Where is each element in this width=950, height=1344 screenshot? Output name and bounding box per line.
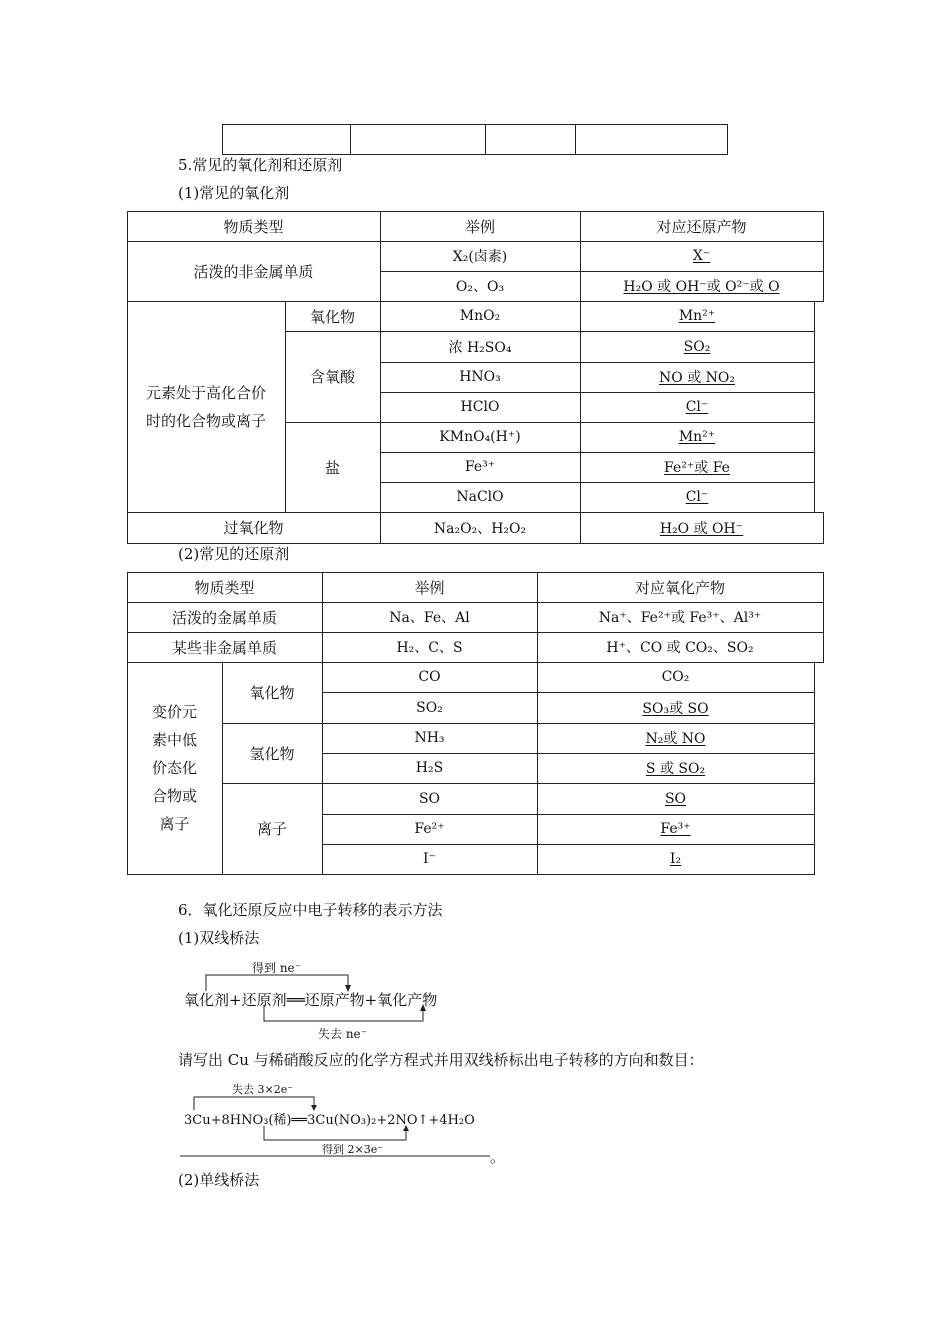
red-product: H⁺、CO 或 CO₂、SO₂ [606,640,754,656]
red-group-low-valence: 变价元 素中低 价态化 合物或 离子 [151,703,197,833]
red-product: SO₃或 SO [642,700,709,717]
section6-sub1: (1)双线桥法 [178,929,260,947]
red-example: Fe²⁺ [414,821,445,837]
red-product: SO [664,790,687,807]
red-product: I₂ [669,851,682,867]
ox-product: H₂O 或 OH⁻ [659,520,744,537]
ox-example: O₂、O₃ [455,279,505,295]
answer-gain-label: 得到 2×3e⁻ [322,1143,384,1156]
section5-title: 5.常见的氧化剂和还原剂 [178,156,343,174]
section5-sub2: (2)常见的还原剂 [178,545,290,563]
bridge-equation: 氧化剂+还原剂══还原产物+氧化产物 [184,991,438,1009]
red-example: I⁻ [423,851,436,867]
red-example: SO [418,790,441,807]
ox-group-peroxide: 过氧化物 [223,519,284,537]
ox-product: H₂O 或 OH⁻或 O²⁻或 O [623,279,780,295]
ox-example: Na₂O₂、H₂O₂ [433,520,527,537]
red-example: H₂S [415,760,444,776]
red-example: CO [418,669,441,685]
answer-lose-label: 失去 3×2e⁻ [232,1083,294,1096]
bridge-lose-label: 失去 ne⁻ [318,1027,367,1041]
ox-product: SO₂ [683,338,711,355]
ox-product: Mn²⁺ [678,429,716,445]
red-product: S 或 SO₂ [645,761,706,777]
ox-product: Mn²⁺ [678,308,716,324]
bridge-gain-label: 得到 ne⁻ [252,961,301,975]
red-example: NH₃ [414,730,445,746]
red-sub-oxide: 氧化物 [249,684,295,702]
section6-title: 6．氧化还原反应中电子转移的表示方法 [178,901,443,919]
ox-example: Fe³⁺ [464,459,496,475]
red-example: Na、Fe、Al [389,610,470,626]
red-sub-ion: 离子 [256,820,287,838]
ox-example: HNO₃ [459,369,501,385]
ox-example: MnO₂ [459,308,501,324]
ox-product: Fe²⁺或 Fe [664,460,730,476]
ox-sub-oxide: 氧化物 [309,307,355,326]
red-product: Na⁺、Fe²⁺或 Fe³⁺、Al³⁺ [598,610,762,626]
ox-example: KMnO₄(H⁺) [439,429,521,445]
ox-product: X⁻ [692,248,711,264]
red-header-example: 举例 [414,578,445,597]
red-group-nonmetal: 某些非金属单质 [171,638,277,657]
ox-header-example: 举例 [464,217,495,236]
ox-product: NO 或 NO₂ [659,370,735,386]
section5-sub1: (1)常见的氧化剂 [178,184,290,202]
red-example: H₂、C、S [396,640,463,656]
red-header-type: 物质类型 [194,578,255,597]
red-header-product: 对应氧化产物 [634,578,725,597]
ox-example: HClO [460,399,500,415]
ox-product: Cl⁻ [685,489,709,505]
ox-example: X₂(卤素) [452,249,508,265]
ox-product: Cl⁻ [685,399,709,415]
red-product: N₂或 NO [645,731,706,747]
ox-sub-oxyacid: 含氧酸 [309,368,355,386]
answer-equation: 3Cu+8HNO₃(稀)══3Cu(NO₃)₂+2NO↑+4H₂O [184,1113,475,1128]
ox-sub-salt: 盐 [324,458,340,477]
section6-sub2: (2)单线桥法 [178,1171,260,1189]
red-product: CO₂ [661,669,690,685]
red-group-metal: 活泼的金属单质 [171,608,277,627]
ox-group-nonmetal: 活泼的非金属单质 [193,262,314,281]
red-product: Fe³⁺ [660,821,691,837]
question-text: 请写出 Cu 与稀硝酸反应的化学方程式并用双线桥标出电子转移的方向和数目： [178,1051,704,1069]
ox-group-high-valence: 元素处于高化合价 时的化合物或离子 [145,383,266,430]
red-example: SO₂ [416,699,443,716]
ox-header-product: 对应还原产物 [656,217,747,236]
ox-example: NaClO [456,489,504,505]
ox-header-type: 物质类型 [223,217,284,236]
red-sub-hydride: 氢化物 [249,744,295,763]
answer-end: 。 [490,1148,506,1166]
ox-example: 浓 H₂SO₄ [448,339,512,356]
